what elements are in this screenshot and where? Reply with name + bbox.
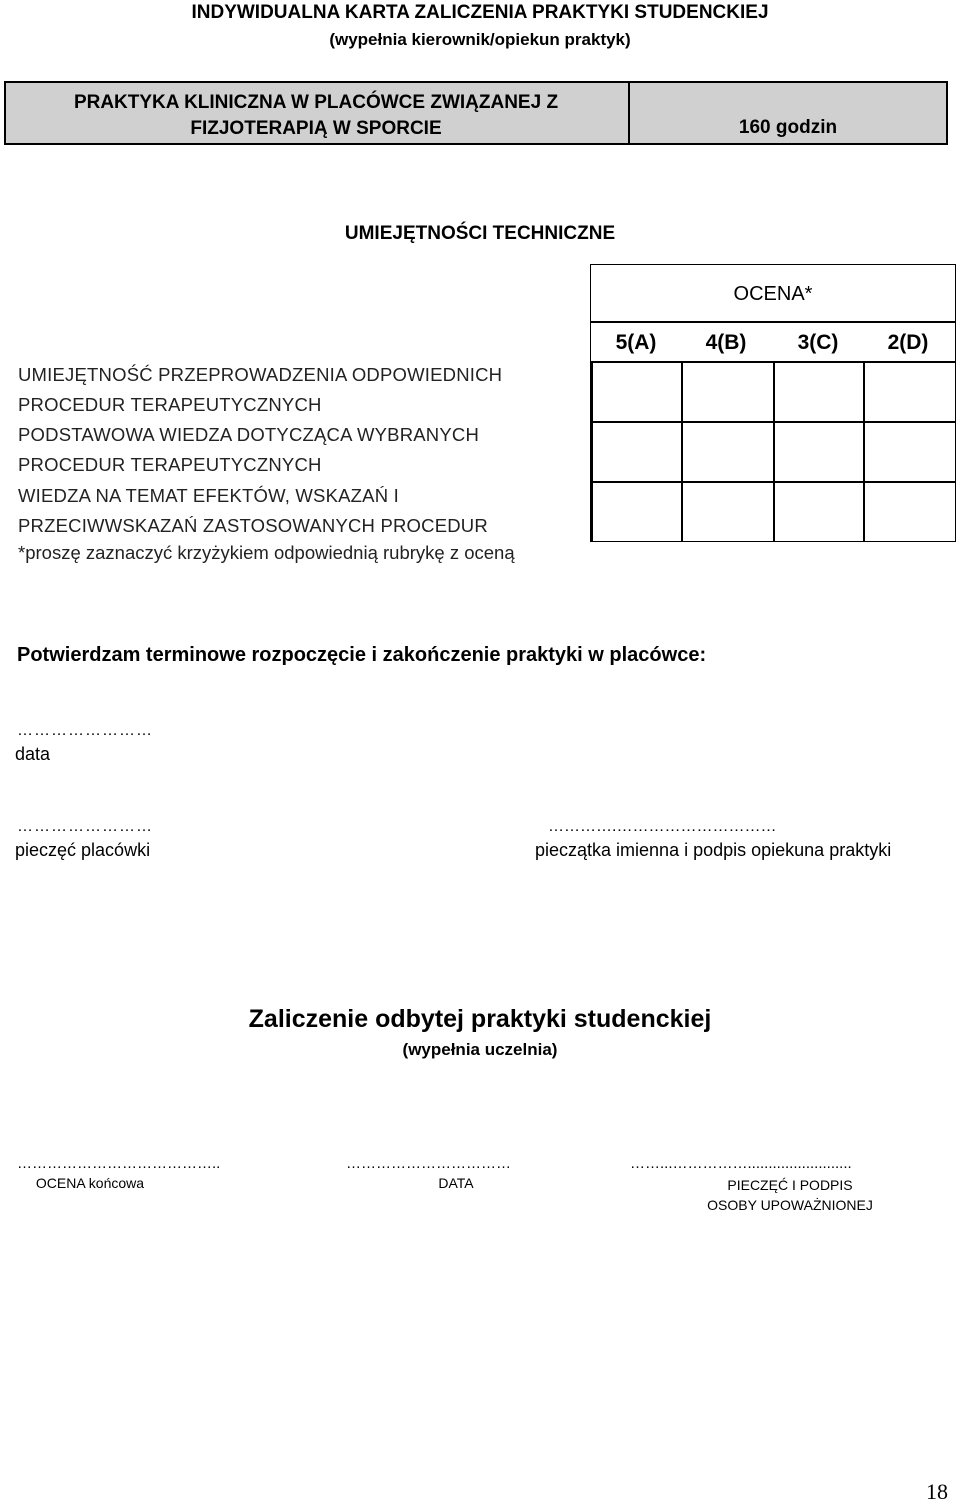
grade-cell-3-2d[interactable] xyxy=(865,483,953,539)
grade-header: OCENA* xyxy=(733,283,813,305)
section-title: UMIEJĘTNOŚCI TECHNICZNE xyxy=(344,223,616,244)
page-number: 18 xyxy=(926,1479,948,1504)
grade-cell-3-3c[interactable] xyxy=(775,483,861,539)
grade-cell-1-2d[interactable] xyxy=(865,363,953,420)
practice-hours: 160 godzin xyxy=(738,117,838,138)
signature-dotted-line[interactable]: ………….………………………… xyxy=(548,818,777,835)
grade-table-rule xyxy=(591,321,955,323)
practice-name-line2: FIZJOTERAPIĄ W SPORCIE xyxy=(190,118,442,139)
grade-column-4b: 4(B) xyxy=(705,331,747,354)
final-date-dotted-line[interactable]: …………………………… xyxy=(346,1155,511,1172)
signature-label: pieczątka imienna i podpis opiekuna praktyki xyxy=(535,840,892,860)
skill-item-line: PODSTAWOWA WIEDZA DOTYCZĄCA WYBRANYCH xyxy=(18,424,480,445)
skill-item-line: UMIEJĘTNOŚĆ PRZEPROWADZENIA ODPOWIEDNICH xyxy=(18,364,503,385)
skill-item-1 xyxy=(18,360,588,420)
practice-name xyxy=(36,90,596,142)
grade-cell-1-3c[interactable] xyxy=(775,363,861,420)
practice-name-line1: PRAKTYKA KLINICZNA W PLACÓWCE ZWIĄZANEJ Z xyxy=(73,92,559,113)
stamp-dotted-line[interactable]: …………………… xyxy=(17,818,153,835)
grade-cell-2-3c[interactable] xyxy=(775,423,861,480)
grade-column-5a: 5(A) xyxy=(615,331,657,354)
practice-header-box xyxy=(4,81,948,145)
stamp-label: pieczęć placówki xyxy=(15,840,151,860)
skill-item-line: WIEDZA NA TEMAT EFEKTÓW, WSKAZAŃ I xyxy=(18,485,399,506)
confirmation-text: Potwierdzam terminowe rozpoczęcie i zakończenie praktyki w placówce: xyxy=(17,644,707,666)
final-signature-dotted-line[interactable]: ……...……………......................... xyxy=(630,1155,852,1172)
document-subtitle: (wypełnia kierownik/opiekun praktyk) xyxy=(329,30,631,49)
date-label: data xyxy=(15,744,51,764)
final-grade-dotted-line[interactable]: ………………………………….. xyxy=(17,1155,221,1172)
grade-cell-3-5a[interactable] xyxy=(593,483,679,539)
grade-cell-2-2d[interactable] xyxy=(865,423,953,480)
grade-column-2d: 2(D) xyxy=(887,331,929,354)
skill-item-line: PROCEDUR TERAPEUTYCZNYCH xyxy=(18,394,322,415)
grade-footnote: *proszę zaznaczyć krzyżykiem odpowiednią rubrykę z oceną xyxy=(18,542,515,563)
university-subtitle: (wypełnia uczelnia) xyxy=(402,1040,558,1059)
grade-cell-2-4b[interactable] xyxy=(683,423,771,480)
grade-cell-3-4b[interactable] xyxy=(683,483,771,539)
final-signature-label xyxy=(690,1175,890,1215)
skill-item-line: PRZECIWWSKAZAŃ ZASTOSOWANYCH PROCEDUR xyxy=(18,515,488,536)
final-signature-label-line2: OSOBY UPOWAŻNIONEJ xyxy=(707,1197,873,1213)
grade-column-3c: 3(C) xyxy=(797,331,839,354)
grade-cell-2-5a[interactable] xyxy=(593,423,679,480)
skill-item-2 xyxy=(18,420,588,480)
university-title: Zaliczenie odbytej praktyki studenckiej xyxy=(248,1005,712,1033)
skill-item-3 xyxy=(18,481,588,541)
skill-item-line: PROCEDUR TERAPEUTYCZNYCH xyxy=(18,454,322,475)
final-grade-label: OCENA końcowa xyxy=(35,1175,145,1191)
document-title: INDYWIDUALNA KARTA ZALICZENIA PRAKTYKI STUDENCKIEJ xyxy=(191,2,769,23)
date-dotted-line[interactable]: …………………… xyxy=(17,722,153,739)
grade-cell-1-4b[interactable] xyxy=(683,363,771,420)
grade-cell-1-5a[interactable] xyxy=(593,363,679,420)
final-date-label: DATA xyxy=(438,1175,474,1191)
final-signature-label-line1: PIECZĘĆ I PODPIS xyxy=(727,1177,853,1193)
grade-table xyxy=(590,264,956,542)
